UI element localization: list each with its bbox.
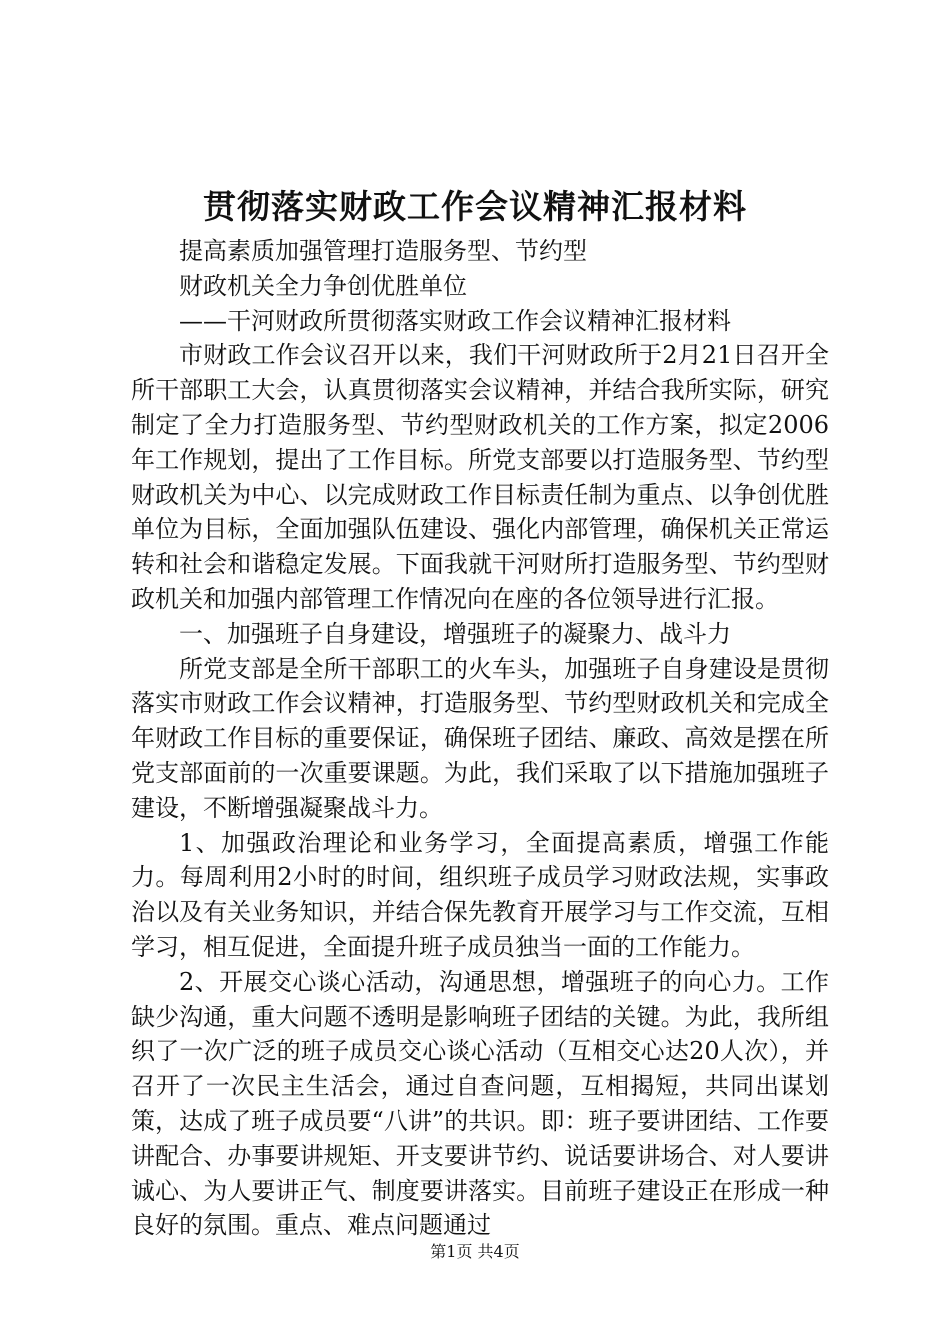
- body-paragraph: 市财政工作会议召开以来，我们干河财政所于2月21日召开全所干部职工大会，认真贯彻落实会议精神，并结合我所实际，研究制定了全力打造服务型、节约型财政机关的工作方案，拟定2006年工作规划，提出了工作目标。所党支部要以打造服务型、节约型财政机关为中心、以完成财政工作目标责任制为重点、以争创优胜单位为目标，全面加强队伍建设、强化内部管理，确保机关正常运转和社会和谐稳定发展。下面我就干河财所打造服务型、节约型财政机关和加强内部管理工作情况向在座的各位领导进行汇报。: [131, 341, 829, 613]
- subtitle-line-2: 财政机关全力争创优胜单位: [179, 271, 467, 300]
- page-footer: 第1页 共4页: [430, 1242, 520, 1261]
- document-body: [131, 234, 829, 1243]
- section-heading: 一、加强班子自身建设，增强班子的凝聚力、战斗力: [179, 619, 731, 648]
- body-paragraph: 2、开展交心谈心活动，沟通思想，增强班子的向心力。工作缺少沟通，重大问题不透明是影响班子团结的关键。为此，我所组织了一次广泛的班子成员交心谈心活动（互相交心达20人次），并召开了一次民主生活会，通过自查问题，互相揭短，共同出谋划策，达成了班子成员要“八讲”的共识。即：班子要讲团结、工作要讲配合、办事要讲规矩、开支要讲节约、说话要讲场合、对人要讲诚心、为人要讲正气、制度要讲落实。目前班子建设正在形成一种良好的氛围。重点、难点问题通过: [131, 967, 829, 1240]
- subtitle-line-3: ——干河财政所贯彻落实财政工作会议精神汇报材料: [179, 306, 731, 335]
- document-title: 贯彻落实财政工作会议精神汇报材料: [203, 187, 747, 226]
- subtitle-line-1: 提高素质加强管理打造服务型、节约型: [179, 237, 587, 265]
- body-paragraph: 所党支部是全所干部职工的火车头，加强班子自身建设是贯彻落实市财政工作会议精神，打造服务型、节约型财政机关和完成全年财政工作目标的重要保证，确保班子团结、廉政、高效是摆在所党支部面前的一次重要课题。为此，我们采取了以下措施加强班子建设，不断增强凝聚战斗力。: [131, 654, 829, 822]
- body-paragraph: 1、加强政治理论和业务学习，全面提高素质，增强工作能力。每周利用2小时的时间，组织班子成员学习财政法规，实事政治以及有关业务知识，并结合保先教育开展学习与工作交流，互相学习，相互促进，全面提升班子成员独当一面的工作能力。: [131, 828, 829, 961]
